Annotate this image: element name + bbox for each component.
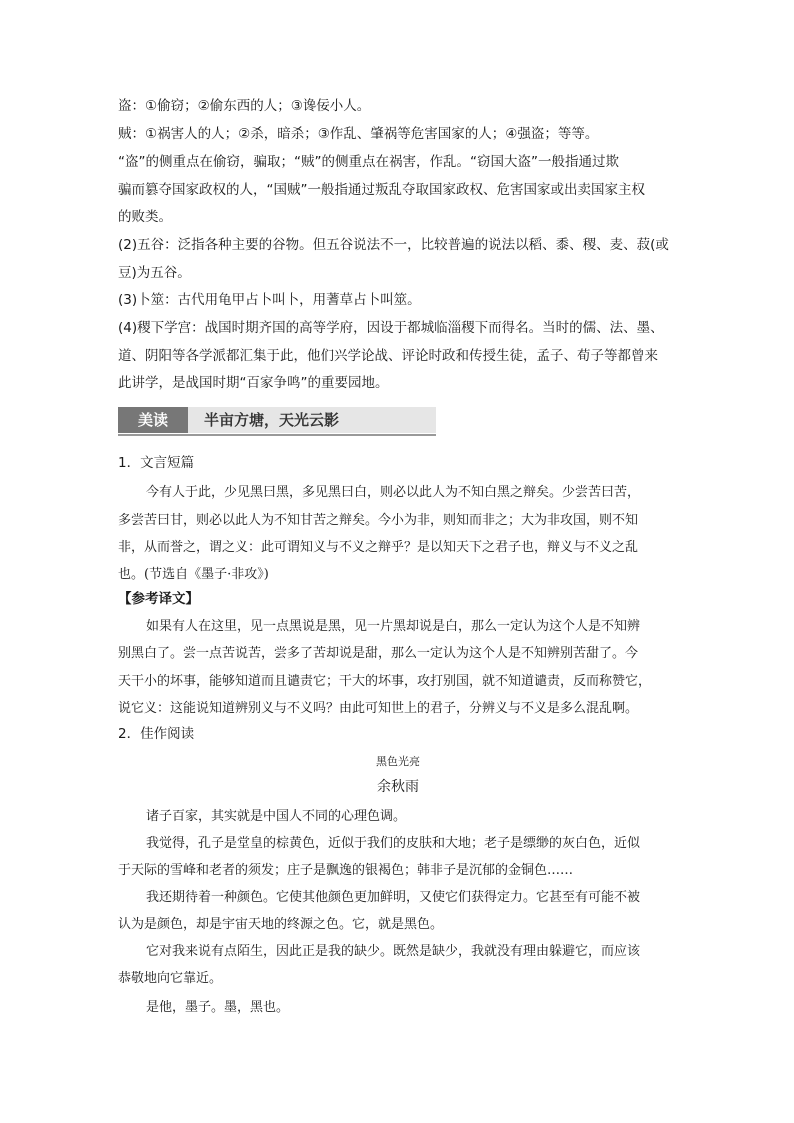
note-jixia-3: 此讲学，是战国时期“百家争鸣”的重要园地。	[118, 375, 389, 391]
reference-translation-heading: 【参考译文】	[118, 591, 199, 607]
note-compare-1: “盗”的侧重点在偷窃，骗取；“贼”的侧重点在祸害，作乱。“窃国大盗”一般指通过欺	[118, 154, 619, 170]
note-jixia-1: (4)稷下学宫：战国时期齐国的高等学府，因设于都城临淄稷下而得名。当时的儒、法、墨、	[118, 320, 664, 336]
translation-line-3: 天干小的坏事，能够知道而且谴责它；干大的坏事，攻打别国，就不知道谴责，反而称赞它，	[118, 674, 652, 689]
essay-para-4-line-2: 恭敬地向它靠近。	[118, 971, 223, 986]
note-zei: 贼：①祸害人的人；②杀，暗杀；③作乱、肇祸等危害国家的人；④强盗；等等。	[118, 126, 599, 142]
section1-heading: 1．文言短篇	[118, 455, 195, 471]
note-compare-3: 的败类。	[118, 209, 172, 225]
classical-line-4: 也。(节选自《墨子·非攻》)	[118, 567, 269, 582]
note-bushi: (3)卜筮：古代用龟甲占卜叫卜，用蓍草占卜叫筮。	[118, 292, 421, 308]
note-wugu-1: (2)五谷：泛指各种主要的谷物。但五谷说法不一，比较普遍的说法以稻、黍、稷、麦、菽(或	[118, 237, 669, 253]
note-wugu-2: 豆)为五谷。	[118, 265, 191, 281]
essay-author: 余秋雨	[377, 779, 419, 795]
classical-line-3: 非，从而誉之，谓之义：此可谓知义与不义之辩乎？是以知天下之君子也，辩义与不义之乱	[118, 540, 639, 555]
essay-para-5: 是他，墨子。墨，黑也。	[146, 1000, 290, 1015]
translation-line-2: 别黑白了。尝一点苦说苦，尝多了苦却说是甜，那么一定认为这个人是不知辨别苦甜了。今	[118, 646, 639, 661]
classical-line-1: 今有人于此，少见黑曰黑，多见黑曰白，则必以此人为不知白黑之辩矣。少尝苦曰苦，	[146, 485, 641, 500]
banner-tag: 美读	[118, 407, 188, 433]
banner-title: 半亩方塘，天光云影	[204, 411, 340, 429]
essay-para-4-line-1: 它对我来说有点陌生，因此正是我的缺少。既然是缺少，我就没有理由躲避它，而应该	[146, 944, 641, 959]
essay-para-3-line-1: 我还期待着一种颜色。它使其他颜色更加鲜明，又使它们获得定力。它甚至有可能不被	[146, 890, 641, 905]
section-banner	[118, 402, 436, 436]
note-jixia-2: 道、阴阳等各学派都汇集于此，他们兴学论战、评论时政和传授生徒，孟子、荀子等都曾来	[118, 348, 658, 364]
translation-line-4: 说它义：这能说知道辨别义与不义吗？由此可知世上的君子，分辨义与不义是多么混乱啊。	[118, 701, 639, 716]
translation-line-1: 如果有人在这里，见一点黑说是黑，见一片黑却说是白，那么一定认为这个人是不知辨	[146, 619, 641, 634]
note-dao: 盗：①偷窃；②偷东西的人；③谗佞小人。	[118, 98, 371, 114]
banner-underline	[118, 434, 436, 436]
essay-para-2-line-1: 我觉得，孔子是堂皇的棕黄色，近似于我们的皮肤和大地；老子是缥缈的灰白色，近似	[146, 836, 641, 851]
classical-line-2: 多尝苦曰甘，则必以此人为不知甘苦之辩矣。今小为非，则知而非之；大为非攻国，则不知	[118, 513, 639, 528]
essay-title: 黑色光亮	[376, 755, 420, 768]
essay-para-1: 诸子百家，其实就是中国人不同的心理色调。	[146, 809, 407, 824]
essay-para-2-line-2: 于天际的雪峰和老者的须发；庄子是飘逸的银褐色；韩非子是沉郁的金铜色……	[118, 863, 574, 878]
section2-heading: 2．佳作阅读	[118, 726, 195, 742]
note-compare-2: 骗而篡夺国家政权的人，“国贼”一般指通过叛乱夺取国家政权、危害国家或出卖国家主权	[118, 182, 645, 198]
essay-para-3-line-2: 认为是颜色，却是宇宙天地的终源之色。它，就是黑色。	[118, 917, 444, 932]
